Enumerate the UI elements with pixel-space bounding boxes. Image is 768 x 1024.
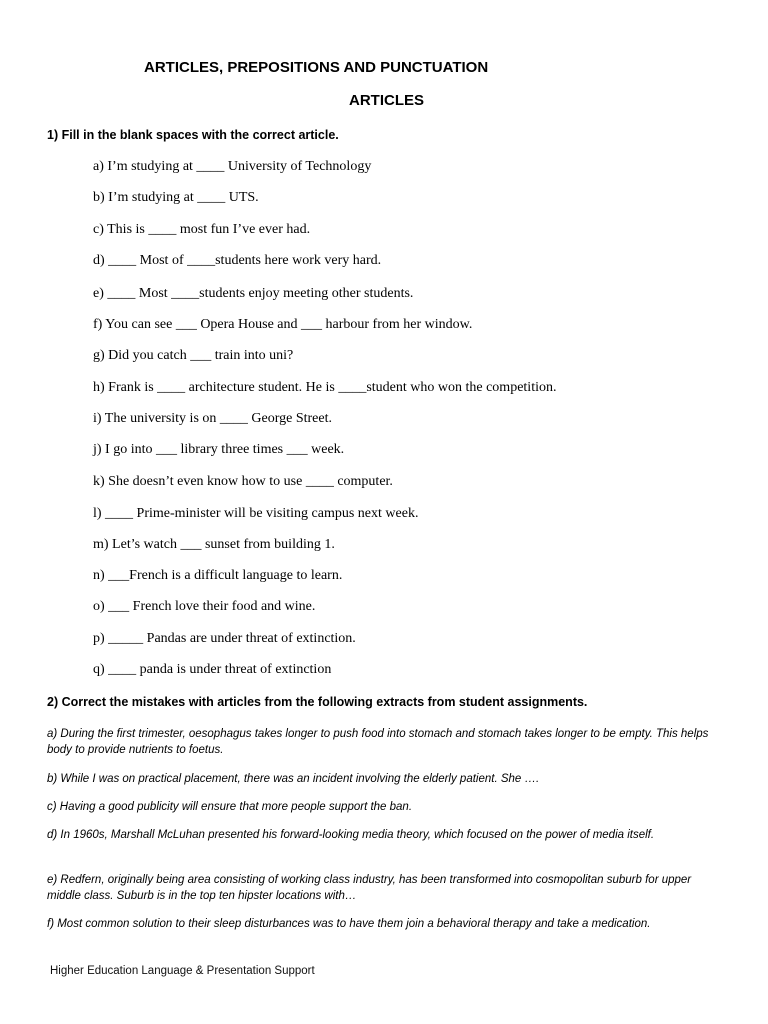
q1-item-n: n) ___French is a difficult language to learn. <box>93 568 343 583</box>
q2-extract-b: b) While I was on practical placement, there was an incident involving the elderly patient. She …. <box>47 773 540 785</box>
q1-item-b: b) I’m studying at ____ UTS. <box>93 190 259 205</box>
q2-extract-e: e) Redfern, originally being area consisting of working class industry, has been transformed into cosmopolitan suburb for upper middle class. Suburb is in the top ten hipster locations with… <box>47 874 692 902</box>
q1-item-m: m) Let’s watch ___ sunset from building 1. <box>93 537 335 552</box>
q1-item-h: h) Frank is ____ architecture student. He is ____student who won the competition. <box>93 380 557 395</box>
q1-item-f: f) You can see ___ Opera House and ___ harbour from her window. <box>93 317 473 332</box>
page-footer: Higher Education Language & Presentation Support <box>50 965 315 977</box>
q1-item-l: l) ____ Prime-minister will be visiting campus next week. <box>93 506 419 521</box>
question-2-heading: 2) Correct the mistakes with articles from the following extracts from student assignments. <box>47 695 588 709</box>
q1-item-q: q) ____ panda is under threat of extinction <box>93 662 332 677</box>
q1-item-p: p) _____ Pandas are under threat of extinction. <box>93 631 356 646</box>
q2-extract-a: a) During the first trimester, oesophagus takes longer to push food into stomach and stomach takes longer to be empty. This helps body to provide nutrients to foetus. <box>47 728 709 756</box>
q1-item-k: k) She doesn’t even know how to use ____ computer. <box>93 474 393 489</box>
q1-item-o: o) ___ French love their food and wine. <box>93 599 316 614</box>
page-title: ARTICLES, PREPOSITIONS AND PUNCTUATION <box>144 59 489 76</box>
q2-extract-d: d) In 1960s, Marshall McLuhan presented his forward-looking media theory, which focused on the power of media itself. <box>47 829 655 841</box>
q1-item-g: g) Did you catch ___ train into uni? <box>93 348 294 363</box>
q1-item-j: j) I go into ___ library three times ___ week. <box>93 442 345 457</box>
q1-item-i: i) The university is on ____ George Street. <box>93 411 332 426</box>
q2-extract-c: c) Having a good publicity will ensure that more people support the ban. <box>47 801 413 813</box>
q1-item-a: a) I’m studying at ____ University of Technology <box>93 159 372 174</box>
section-title-articles: ARTICLES <box>349 92 424 109</box>
q1-item-e: e) ____ Most ____students enjoy meeting other students. <box>93 286 414 301</box>
question-1-heading: 1) Fill in the blank spaces with the correct article. <box>47 128 339 142</box>
q1-item-d: d) ____ Most of ____students here work very hard. <box>93 253 382 268</box>
q1-item-c: c) This is ____ most fun I’ve ever had. <box>93 222 311 237</box>
q2-extract-f: f) Most common solution to their sleep disturbances was to have them join a behavioral therapy and take a medication. <box>47 918 651 930</box>
